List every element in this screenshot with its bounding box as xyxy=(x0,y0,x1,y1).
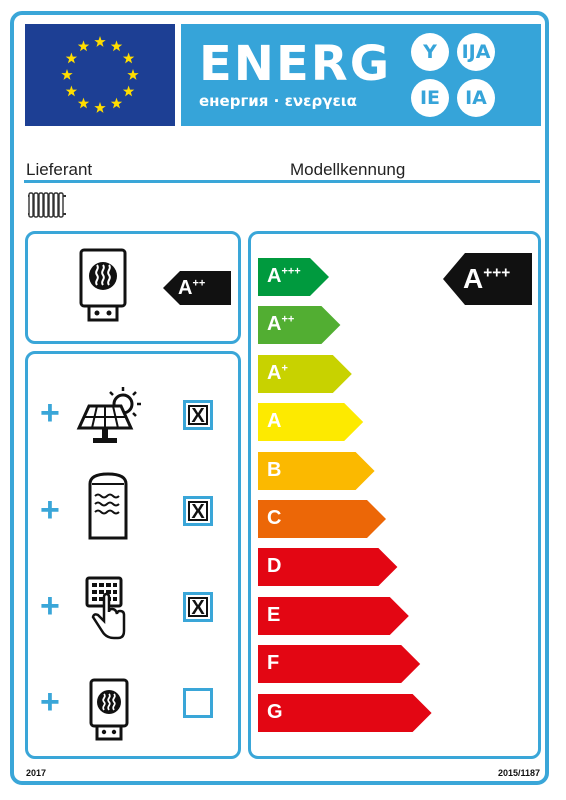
product-class-letter: A xyxy=(178,277,193,299)
temperature-control-icon xyxy=(84,575,130,641)
energy-class-letter: D xyxy=(267,555,282,578)
plus-icon: + xyxy=(40,394,60,432)
eu-star-icon xyxy=(66,53,77,64)
energy-class-letter: A xyxy=(267,410,282,433)
checkbox-mark: X xyxy=(188,597,208,617)
energy-class-letter: A xyxy=(267,313,282,336)
water-heater-icon xyxy=(78,248,130,324)
package-class-indicator xyxy=(443,253,532,305)
energy-subtitle: енергия · ενεργεια xyxy=(199,92,357,110)
energy-class-bar xyxy=(258,403,364,441)
eu-star-icon xyxy=(94,102,105,113)
language-suffix-ia: IA xyxy=(457,79,495,117)
energy-class-bar xyxy=(258,548,398,586)
energy-class-letter: A xyxy=(267,265,282,287)
plus-icon: + xyxy=(40,491,60,529)
package-class-plus: +++ xyxy=(483,264,511,282)
hot-water-storage-icon xyxy=(86,472,130,544)
energy-class-bar xyxy=(258,306,341,344)
energy-banner xyxy=(181,24,541,126)
supplier-label: Lieferant xyxy=(26,160,93,179)
energy-class-letter: B xyxy=(267,458,282,481)
hot-water-storage-checkbox xyxy=(183,496,213,526)
eu-star-icon xyxy=(127,69,138,80)
energy-class-plus: ++ xyxy=(281,313,295,326)
language-suffix-y: Y xyxy=(411,33,449,71)
eu-star-icon xyxy=(78,98,89,109)
model-label: Modellkennung xyxy=(290,160,406,179)
supplementary-heater-checkbox xyxy=(183,688,213,718)
energy-class-bar xyxy=(258,355,353,393)
product-class-plus: ++ xyxy=(192,277,206,290)
energy-class-bar xyxy=(258,258,330,296)
energy-class-plus: + xyxy=(281,362,288,375)
energy-class-letter: F xyxy=(267,652,280,675)
plus-icon: + xyxy=(40,683,60,721)
energy-class-bar xyxy=(258,597,410,635)
eu-star-icon xyxy=(111,40,122,51)
package-class-letter: A xyxy=(463,263,484,294)
footer-regulation: 2015/1187 xyxy=(497,768,540,778)
energy-class-bar xyxy=(258,694,433,732)
energy-class-arrow xyxy=(258,597,409,635)
eu-flag xyxy=(25,24,175,126)
solar-collector-icon xyxy=(75,384,145,446)
energy-class-letter: G xyxy=(267,700,283,723)
temperature-control-checkbox xyxy=(183,592,213,622)
language-suffix-ija: IJA xyxy=(457,33,495,71)
eu-star-icon xyxy=(66,86,77,97)
eu-star-icon xyxy=(78,40,89,51)
energy-class-letter: E xyxy=(267,603,281,626)
solar-collector-checkbox xyxy=(183,400,213,430)
supplementary-heater-icon xyxy=(88,678,132,748)
eu-star-icon xyxy=(111,98,122,109)
eu-star-icon xyxy=(94,36,105,47)
energy-class-bar xyxy=(258,645,421,683)
energy-class-letter: A xyxy=(267,361,282,384)
energy-word: ENERG xyxy=(199,36,392,92)
energy-class-bar xyxy=(258,452,376,490)
energy-class-arrow xyxy=(258,645,420,683)
eu-star-icon xyxy=(61,69,72,80)
eu-stars-icon xyxy=(25,24,175,126)
language-suffix-ie: IE xyxy=(411,79,449,117)
eu-star-icon xyxy=(123,53,134,64)
plus-icon: + xyxy=(40,587,60,625)
eu-star-icon xyxy=(123,86,134,97)
energy-class-plus: +++ xyxy=(281,265,301,278)
footer-year: 2017 xyxy=(26,768,47,778)
energy-class-arrow xyxy=(258,694,432,732)
checkbox-mark: X xyxy=(188,501,208,521)
radiator-icon xyxy=(26,192,68,218)
checkbox-mark: X xyxy=(188,405,208,425)
header-divider xyxy=(24,180,540,183)
product-class-indicator xyxy=(163,271,231,305)
energy-class-bar xyxy=(258,500,387,538)
energy-class-letter: C xyxy=(267,507,282,529)
